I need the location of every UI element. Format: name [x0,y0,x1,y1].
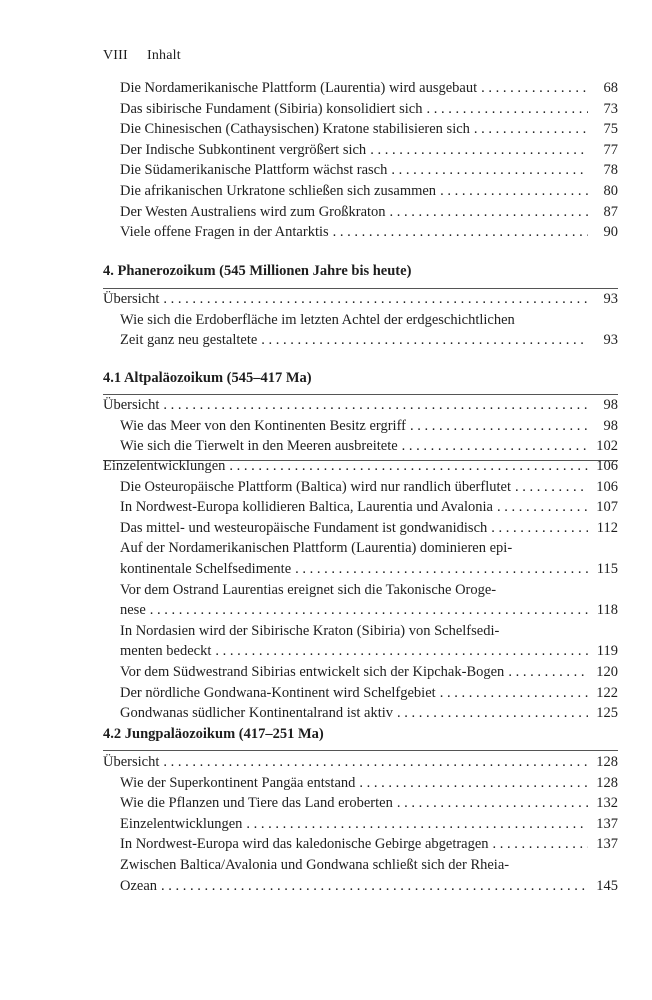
entry-title: Die Chinesischen (Cathaysischen) Kratone stabilisieren sich [120,121,470,138]
entry-title-line[interactable]: Vor dem Ostrand Laurentias ereignet sich die Takonische Oroge- [120,581,497,598]
leader-dots [440,181,588,202]
entry-page: 106 [596,478,618,495]
leader-dots [493,834,588,855]
entry-title: Wie sich die Tierwelt in den Meeren ausbreitete [120,438,398,455]
entry-title: Vor dem Südwestrand Sibirias entwickelt sich der Kipchak-Bogen [120,663,505,680]
leader-dots [163,395,588,416]
entry-page: 137 [596,836,618,853]
entry-title-line[interactable]: Wie sich die Erdoberfläche im letzten Achtel der erdgeschichtlichen [120,311,515,328]
leader-dots [163,289,588,310]
toc-block-jungpalaeozoikum [103,752,618,896]
toc-entry[interactable] [103,330,618,351]
toc-entry[interactable] [103,222,618,243]
toc-entry[interactable] [103,477,618,498]
toc-entry[interactable] [103,559,618,580]
entry-title: Das sibirische Fundament (Sibiria) konsolidiert sich [120,100,423,117]
toc-entry[interactable] [103,683,618,704]
entry-title: In Nordwest-Europa wird das kaledonische Gebirge abgetragen [120,836,489,853]
entry-page: 120 [596,663,618,680]
entry-page: 118 [596,602,618,619]
leader-dots [481,78,588,99]
entry-title: Wie das Meer von den Kontinenten Besitz ergriff [120,417,406,434]
entry-page: 98 [603,397,618,413]
entry-page: 137 [596,815,618,832]
leader-dots [161,876,588,897]
toc-entry[interactable] [103,119,618,140]
entry-title: Übersicht [103,754,160,770]
toc-entry[interactable] [103,773,618,794]
leader-dots [508,662,588,683]
entry-page: 125 [596,705,618,722]
toc-entry-overview[interactable] [103,395,618,416]
leader-dots [515,477,588,498]
toc-entry[interactable] [103,497,618,518]
toc-entry[interactable] [103,662,618,683]
entry-title: Der Indische Subkontinent vergrößert sich [120,141,367,158]
leader-dots [391,160,588,181]
leader-dots [497,497,588,518]
entry-title: Die Osteuropäische Plattform (Baltica) wird nur randlich überflutet [120,478,511,495]
section-heading[interactable]: 4.1 Altpaläozoikum (545–417 Ma) [103,370,312,386]
entry-page: 112 [596,519,618,536]
leader-dots [370,140,588,161]
leader-dots [474,119,588,140]
entry-title: Der Westen Australiens wird zum Großkraton [120,203,386,220]
entry-page: 87 [603,203,618,220]
leader-dots [246,814,588,835]
entry-page: 78 [603,162,618,179]
entry-page: 68 [603,80,618,96]
leader-dots [215,641,588,662]
toc-entry-overview[interactable] [103,289,618,310]
entry-page: 145 [596,877,618,894]
leader-dots [426,99,588,120]
entry-title: Die Nordamerikanische Plattform (Laurentia) wird ausgebaut [120,80,478,96]
entry-title: Die afrikanischen Urkratone schließen sich zusammen [120,182,437,199]
entry-title: Die Südamerikanische Plattform wächst rasch [120,162,388,179]
entry-title: Übersicht [103,397,160,413]
entry-title: Gondwanas südlicher Kontinentalrand ist aktiv [120,705,394,722]
entry-page: 93 [603,291,618,307]
entry-page: 115 [596,560,618,577]
toc-entry[interactable] [103,876,618,897]
toc-entry[interactable] [103,834,618,855]
leader-dots [390,202,588,223]
toc-entry[interactable] [103,641,618,662]
leader-dots [163,752,588,773]
toc-block-altpalaeozoikum-details [103,456,618,724]
toc-entry[interactable] [103,99,618,120]
running-title: Inhalt [147,48,181,63]
leader-dots [440,683,588,704]
leader-dots [491,518,588,539]
entry-page: 80 [603,182,618,199]
entry-page: 106 [596,458,618,474]
leader-dots [359,773,588,794]
section-divider [103,750,618,751]
entry-page: 93 [603,332,618,349]
entry-page: 98 [603,417,618,434]
toc-block-phanerozoic [103,289,618,351]
entry-title-line[interactable]: Zwischen Baltica/Avalonia und Gondwana schließt sich der Rheia- [120,856,510,873]
entry-page: 107 [596,499,618,516]
entry-title-line[interactable]: In Nordasien wird der Sibirische Kraton (Sibiria) von Schelfsedi- [120,622,500,639]
entry-page: 90 [603,224,618,241]
entry-page: 75 [603,121,618,138]
entry-title: menten bedeckt [120,643,212,660]
entry-page: 122 [596,684,618,701]
running-header [103,48,181,64]
entry-title: kontinentale Schelfsedimente [120,560,292,577]
toc-entry-overview[interactable] [103,752,618,773]
entry-page: 128 [596,754,618,770]
chapter-heading[interactable]: 4. Phanerozoikum (545 Millionen Jahre bis heute) [103,263,412,279]
toc-entry[interactable] [103,793,618,814]
entry-title: In Nordwest-Europa kollidieren Baltica, Laurentia und Avalonia [120,499,493,516]
entry-title: Einzelentwicklungen [120,815,243,832]
toc-block-precambrian [103,78,618,243]
toc-entry[interactable] [103,814,618,835]
page-number: VIII [103,48,128,63]
entry-page: 102 [596,438,618,455]
toc-block-altpalaeozoikum-overview [103,395,618,457]
entry-title-line[interactable]: Auf der Nordamerikanischen Plattform (Laurentia) dominieren epi- [120,540,513,557]
toc-entry[interactable] [103,181,618,202]
entry-title: Viele offene Fragen in der Antarktis [120,224,329,241]
toc-entry[interactable] [103,600,618,621]
toc-entry[interactable] [103,518,618,539]
leader-dots [229,456,588,477]
entry-page: 73 [603,100,618,117]
entry-page: 132 [596,795,618,812]
entry-title: Das mittel- und westeuropäische Fundament ist gondwanidisch [120,519,488,536]
entry-title: Zeit ganz neu gestaltete [120,332,258,349]
leader-dots [397,793,588,814]
entry-page: 77 [603,141,618,158]
leader-dots [333,222,588,243]
leader-dots [295,559,588,580]
leader-dots [261,330,588,351]
entry-title: Einzelentwicklungen [103,458,226,474]
entry-page: 119 [596,643,618,660]
entry-title: Übersicht [103,291,160,307]
entry-title: nese [120,602,146,619]
entry-title: Wie die Pflanzen und Tiere das Land eroberten [120,795,393,812]
toc-entry-details[interactable] [103,456,618,477]
toc-entry[interactable] [103,202,618,223]
leader-dots [410,416,588,437]
leader-dots [397,703,588,724]
toc-entry[interactable] [103,78,618,99]
toc-entry[interactable] [103,160,618,181]
toc-entry[interactable] [103,416,618,437]
toc-entry[interactable] [103,703,618,724]
leader-dots [402,436,588,457]
entry-title: Ozean [120,877,158,894]
entry-title: Wie der Superkontinent Pangäa entstand [120,774,356,791]
toc-entry[interactable] [103,436,618,457]
toc-entry[interactable] [103,140,618,161]
entry-title: Der nördliche Gondwana-Kontinent wird Schelfgebiet [120,684,436,701]
leader-dots [150,600,588,621]
section-heading[interactable]: 4.2 Jungpaläozoikum (417–251 Ma) [103,726,324,742]
entry-page: 128 [596,774,618,791]
